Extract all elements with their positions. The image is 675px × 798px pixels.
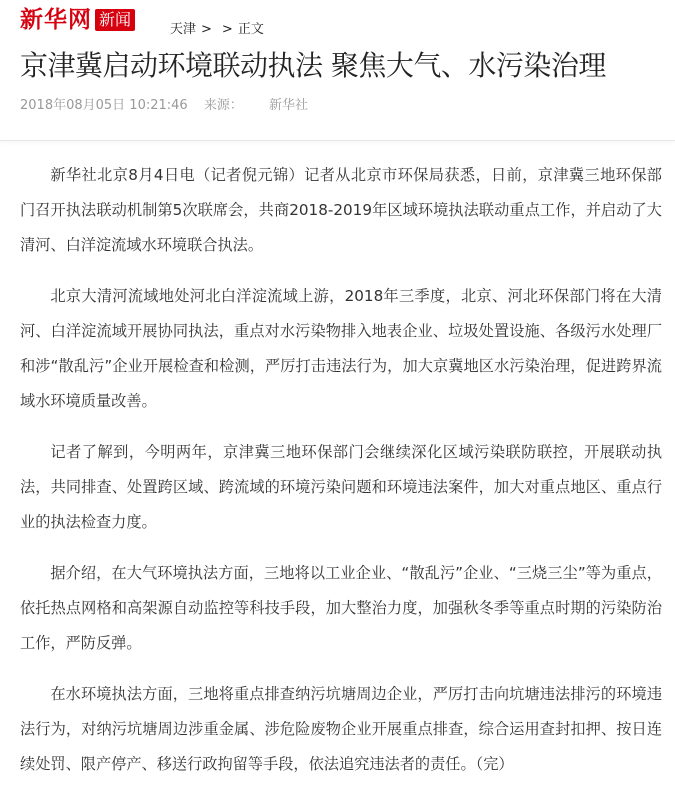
breadcrumb-section-link[interactable]: 天津 — [170, 22, 197, 37]
article-paragraph: 据介绍，在大气环境执法方面，三地将以工业企业、“散乱污”企业、“三烧三尘”等为重点，依托热点网格和高架源自动监控等科技手段，加大整治力度，加强秋冬季等重点时期的污染防治工作，严防反弹。 — [20, 564, 662, 652]
source-value: 新华社 — [268, 98, 308, 113]
article-paragraph: 新华社北京8月4日电（记者倪元锦）记者从北京市环保局获悉，日前，京津冀三地环保部门召开执法联动机制第5次联席会，共商2018-2019年区域环境执法联动重点工作，并启动了大清河、白洋淀流域水环境联合执法。 — [20, 166, 662, 254]
article-meta — [20, 97, 308, 115]
logo-badge-news: 新闻 — [95, 9, 135, 31]
breadcrumb-separator: > — [201, 22, 212, 37]
breadcrumb — [170, 22, 264, 38]
article-paragraph: 在水环境执法方面，三地将重点排查纳污坑塘周边企业，严厉打击向坑塘违法排污的环境违法行为，对纳污坑塘周边涉重金属、涉危险废物企业开展重点排查，综合运用查封扣押、按日连续处罚、限产停产、移送行政拘留等手段，依法追究违法者的责任。（完） — [20, 685, 662, 773]
article-paragraph: 北京大清河流域地处河北白洋淀流域上游，2018年三季度，北京、河北环保部门将在大清河、白洋淀流域开展协同执法，重点对水污染物排入地表企业、垃圾处置设施、各级污水处理厂和涉“散乱污”企业开展检查和检测，严厉打击违法行为，加大京冀地区水污染治理，促进跨界流域水环境质量改善。 — [20, 287, 662, 410]
xinhua-logo[interactable] — [20, 6, 135, 34]
article-body — [20, 158, 662, 798]
article-datetime: 2018年08月05日 10:21:46 — [20, 98, 188, 113]
source-label: 来源： — [203, 98, 243, 113]
page-header — [0, 0, 675, 141]
article-title: 京津冀启动环境联动执法 聚焦大气、水污染治理 — [20, 49, 606, 82]
breadcrumb-current: 正文 — [237, 22, 264, 37]
article-paragraph: 记者了解到，今明两年，京津冀三地环保部门会继续深化区域污染联防联控，开展联动执法，共同排查、处置跨区域、跨流域的环境污染问题和环境违法案件，加大对重点地区、重点行业的执法检查力度。 — [20, 443, 662, 531]
breadcrumb-separator: > — [221, 22, 233, 37]
logo-text: 新华网 — [20, 6, 92, 33]
